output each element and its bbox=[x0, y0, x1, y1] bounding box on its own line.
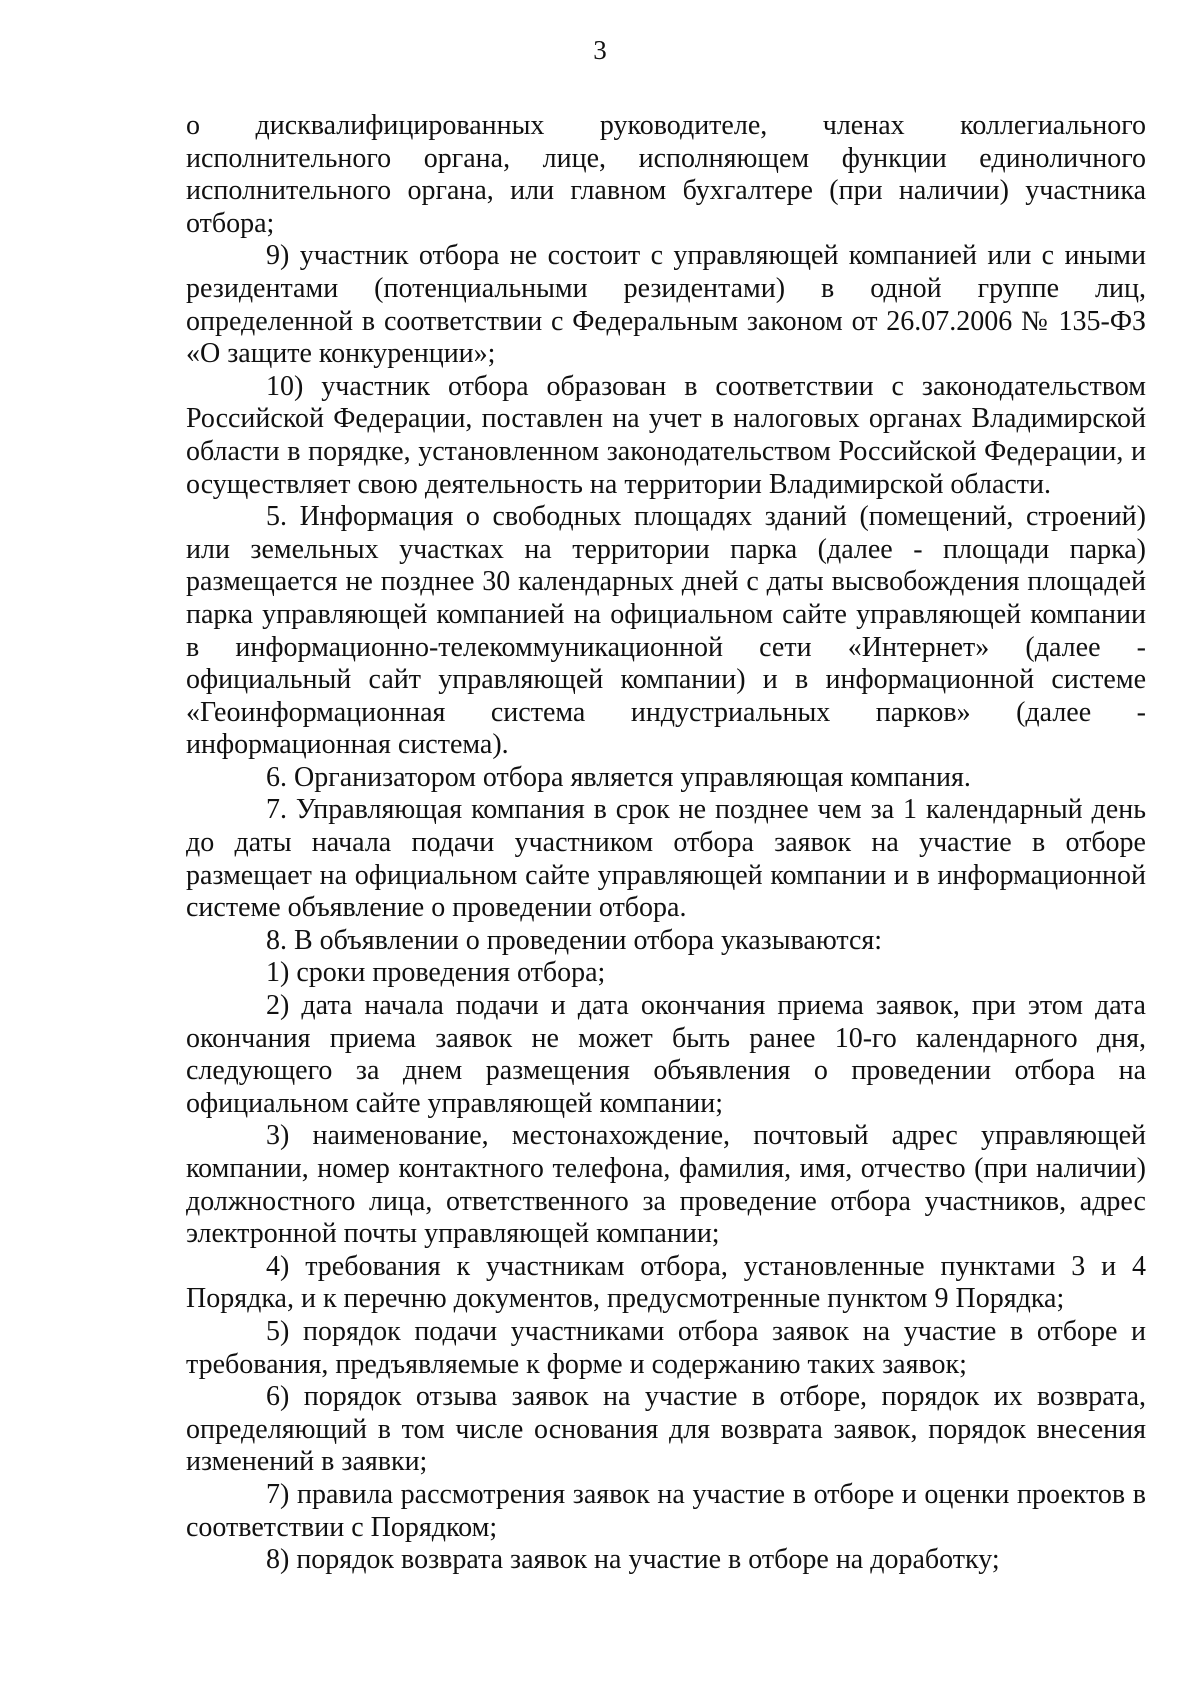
paragraph: 7) правила рассмотрения заявок на участие в отборе и оценки проектов в соответствии с Порядком; bbox=[186, 1478, 1146, 1543]
paragraph: 2) дата начала подачи и дата окончания приема заявок, при этом дата окончания приема заявок не может быть ранее 10-го календарного дня, следующего за днем размещения объявления о проведении отбора на официальном сайте управляющей компании; bbox=[186, 990, 1146, 1119]
paragraph: 4) требования к участникам отбора, установленные пунктами 3 и 4 Порядка, и к перечню документов, предусмотренные пунктом 9 Порядка; bbox=[186, 1250, 1146, 1315]
paragraph: 8) порядок возврата заявок на участие в отборе на доработку; bbox=[266, 1544, 1000, 1576]
paragraph: 9) участник отбора не состоит с управляющей компанией или с иными резидентами (потенциальными резидентами) в одной группе лиц, определенной в соответствии с Федеральным законом от 26.07.2006 № 135-ФЗ «О защите конкуренции»; bbox=[186, 240, 1146, 370]
paragraph: 3) наименование, местонахождение, почтовый адрес управляющей компании, номер контактного телефона, фамилия, имя, отчество (при наличии) должностного лица, ответственного за проведение отбора участников, адрес электронной почты управляющей компании; bbox=[186, 1120, 1146, 1250]
paragraph: о дисквалифицированных руководителе, членах коллегиального исполнительного органа, лице, исполняющем функции единоличного исполнительного органа, или главном бухгалтере (при наличии) участника отбора; bbox=[186, 110, 1146, 239]
document-body bbox=[186, 110, 1146, 1577]
paragraph: 6. Организатором отбора является управляющая компания. bbox=[266, 761, 971, 793]
paragraph: 10) участник отбора образован в соответствии с законодательством Российской Федерации, поставлен на учет в налоговых органах Владимирской области в порядке, установленном законодательством Российской Федерации, и осуществляет свою деятельность на территории Владимирской области. bbox=[186, 370, 1146, 500]
paragraph: 1) сроки проведения отбора; bbox=[266, 957, 606, 989]
paragraph: 5. Информация о свободных площадях зданий (помещений, строений) или земельных участках на территории парка (далее - площади парка) размещается не позднее 30 календарных дней с даты высвобождения площадей парка управляющей компанией на официальном сайте управляющей компании в информационно-телекоммуникационной сети «Интернет» (далее - официальный сайт управляющей компании) и в информационной системе «Геоинформационная система индустриальных парков» (далее - информационная система). bbox=[186, 501, 1146, 761]
paragraph: 7. Управляющая компания в срок не позднее чем за 1 календарный день до даты начала подачи участником отбора заявок на участие в отборе размещает на официальном сайте управляющей компании и в информационной системе объявление о проведении отбора. bbox=[186, 794, 1146, 924]
paragraph: 5) порядок подачи участниками отбора заявок на участие в отборе и требования, предъявляемые к форме и содержанию таких заявок; bbox=[186, 1315, 1146, 1380]
paragraph: 6) порядок отзыва заявок на участие в отборе, порядок их возврата, определяющий в том числе основания для возврата заявок, порядок внесения изменений в заявки; bbox=[186, 1381, 1146, 1478]
page-number: 3 bbox=[593, 35, 607, 65]
paragraph: 8. В объявлении о проведении отбора указываются: bbox=[266, 924, 883, 956]
